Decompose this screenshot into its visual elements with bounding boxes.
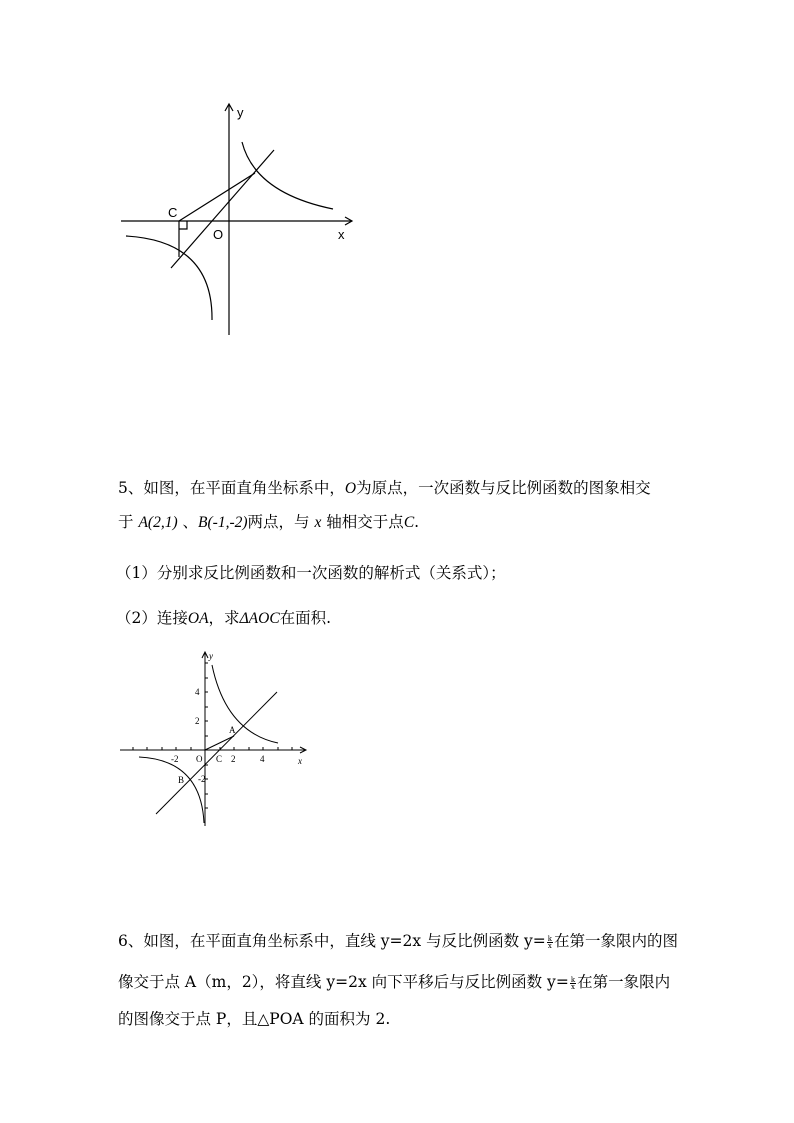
origin-label: O <box>196 754 203 764</box>
p5-text: 、 <box>177 513 199 531</box>
p5-text: 轴相交于点 <box>321 513 404 531</box>
point-b-label: B <box>178 775 185 785</box>
y-tick-4: 4 <box>195 687 200 697</box>
hyperbola-branch-q1 <box>212 665 278 743</box>
frac-denominator: x <box>570 982 575 991</box>
p5-text: ，求 <box>208 609 240 627</box>
x-tick-neg2: -2 <box>171 754 179 764</box>
p6-text: 在第一象限内 <box>577 973 671 991</box>
line-y-equals-x-minus-1 <box>156 692 277 814</box>
right-angle-mark <box>179 221 187 229</box>
point-a-label: A <box>229 725 236 735</box>
point-c-label: C <box>168 205 178 220</box>
p5-triangle: ΔAOC <box>239 610 280 627</box>
p5-text: . <box>414 513 420 531</box>
origin-label: O <box>213 227 224 242</box>
p5-text: 为原点，一次函数与反比例函数的图象相交 <box>356 479 651 497</box>
y-axis-label: y <box>237 105 244 120</box>
frac-numerator: k <box>547 934 552 943</box>
problem-5-line-1 <box>118 478 651 499</box>
p5-part1-text: （1）分别求反比例函数和一次函数的解析式（关系式）； <box>116 564 506 582</box>
p5-text: 5、如图，在平面直角坐标系中， <box>118 479 345 497</box>
p5-segment-oa: OA <box>187 610 209 627</box>
problem-6-line-3 <box>118 1009 390 1029</box>
frac-denominator: x <box>547 941 552 950</box>
p5-x-symbol: x <box>314 514 322 531</box>
problem-6-line-1 <box>118 931 678 951</box>
p5-point-a: A(2,1) <box>138 514 178 531</box>
p6-text: 6、如图，在平面直角坐标系中，直线 y=2x 与反比例函数 y= <box>118 932 546 950</box>
x-tick-4: 4 <box>260 754 265 764</box>
hyperbola-branch-1 <box>242 142 333 209</box>
y-axis-label: y <box>209 651 213 661</box>
problem-5-line-2 <box>118 512 419 533</box>
p5-text: 在面积. <box>279 609 332 627</box>
problem-5-part-1 <box>116 563 506 583</box>
hyperbola-branch-q3 <box>139 757 204 823</box>
p5-text: 两点，与 <box>247 513 315 531</box>
p5-point-b: B(-1,-2) <box>198 514 248 531</box>
fraction-k-over-x <box>547 936 553 949</box>
y-tick-2: 2 <box>195 716 200 726</box>
p5-point-c: C <box>403 514 415 531</box>
p5-origin-symbol: O <box>344 480 357 497</box>
line-through-origin <box>171 150 274 268</box>
segment-c-to-intersection <box>179 173 255 221</box>
point-c-label: C <box>216 754 223 764</box>
p5-text: 于 <box>118 513 139 531</box>
x-axis-label: x <box>298 756 302 766</box>
problem-5-part-2 <box>116 608 331 629</box>
problem-6-line-2 <box>118 972 670 992</box>
p5-text: （2）连接 <box>116 609 188 627</box>
p6-text: 的图像交于点 P，且△POA 的面积为 2. <box>118 1010 391 1028</box>
x-axis-label: x <box>338 227 345 242</box>
x-tick-2: 2 <box>231 754 236 764</box>
frac-numerator: k <box>570 975 576 984</box>
figure-1-hyperbola-graph <box>110 98 370 343</box>
fraction-k-over-x <box>570 977 576 990</box>
hyperbola-branch-2 <box>126 236 212 320</box>
p6-text: 像交于点 A（m，2），将直线 y=2x 向下平移后与反比例函数 y= <box>118 973 569 991</box>
y-tick-neg2: -2 <box>198 774 206 784</box>
p6-text: 在第一象限内的图 <box>554 932 679 950</box>
figure-2-coordinate-graph <box>115 645 315 830</box>
